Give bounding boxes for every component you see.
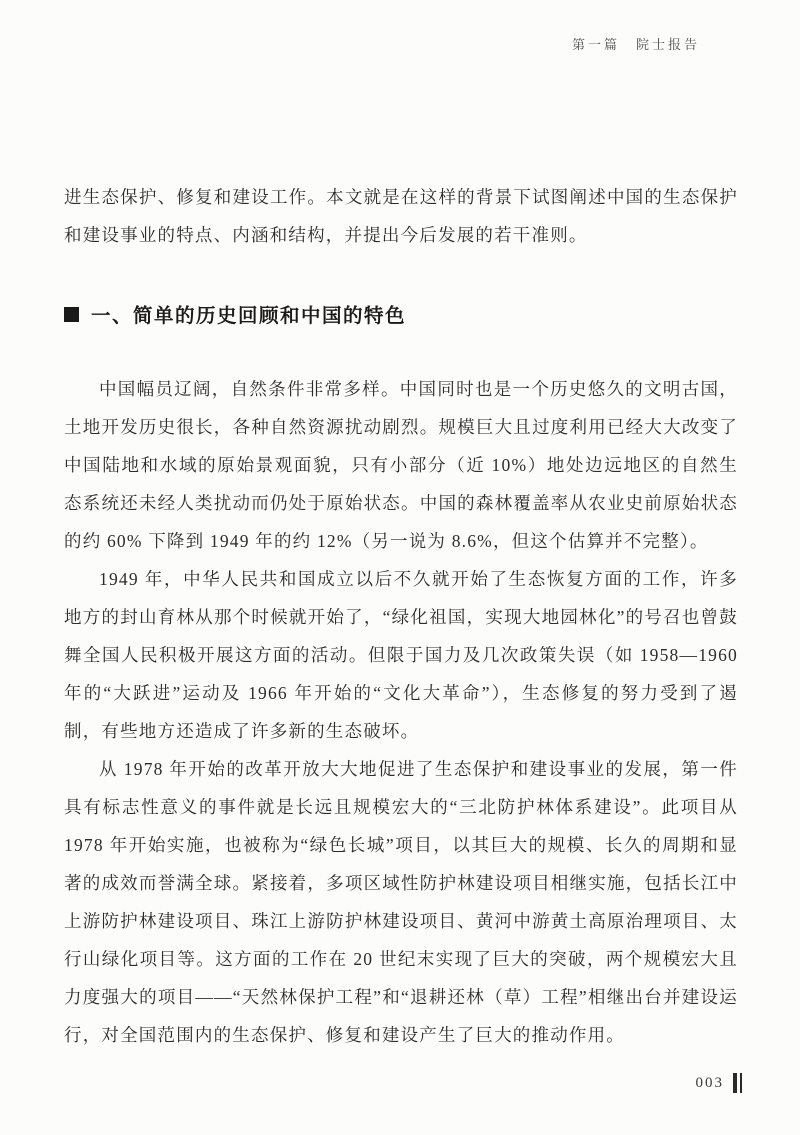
paragraph: 从 1978 年开始的改革开放大大地促进了生态保护和建设事业的发展，第一件具有标志性意义的事件就是长远且规模宏大的“三北防护林体系建设”。此项目从 1978 年开始实施，也被称为“绿色长城”项目，以其巨大的规模、长久的周期和显著的成效而誉满全球。紧接着，多项区域性防护林建设项目相继实施，包括长江中上游防护林建设项目、珠江上游防护林建设项目、黄河中游黄土高原治理项目、太行山绿化项目等。这方面的工作在 20 世纪末实现了巨大的突破，两个规模宏大且力度强大的项目——“天然林保护工程”和“退耕还林（草）工程”相继出台并建设运行，对全国范围内的生态保护、修复和建设产生了巨大的推动作用。: [64, 759, 738, 1045]
folio-bar-thick: [733, 1073, 737, 1093]
heading-square-marker: [64, 307, 79, 322]
running-head: 第一篇 院士报告: [571, 37, 700, 52]
text-column: [64, 0, 738, 1054]
page-number: 003: [695, 1074, 724, 1091]
folio-bars-decoration: [733, 1073, 742, 1093]
section-heading: [64, 300, 738, 328]
section-heading-text: 一、简单的历史回顾和中国的特色: [91, 305, 407, 327]
paragraph: 中国幅员辽阔，自然条件非常多样。中国同时也是一个历史悠久的文明古国，土地开发历史很长，各种自然资源扰动剧烈。规模巨大且过度利用已经大大改变了中国陆地和水域的原始景观面貌，只有小部分（近 10%）地处边远地区的自然生态系统还未经人类扰动而仍处于原始状态。中国的森林覆盖率从农业史前原始状态的约 60% 下降到 1949 年的约 12%（另一说为 8.6%，但这个估算并不完整）。: [64, 379, 738, 551]
intro-paragraph: 进生态保护、修复和建设工作。本文就是在这样的背景下试图阐述中国的生态保护和建设事业的特点、内涵和结构，并提出今后发展的若干准则。: [64, 187, 738, 245]
folio-bar-thin: [740, 1073, 742, 1093]
paragraph: 1949 年，中华人民共和国成立以后不久就开始了生态恢复方面的工作，许多地方的封山育林从那个时候就开始了，“绿化祖国，实现大地园林化”的号召也曾鼓舞全国人民积极开展这方面的活动。但限于国力及几次政策失误（如 1958—1960 年的“大跃进”运动及 1966 年开始的“文化大革命”），生态修复的努力受到了遏制，有些地方还造成了许多新的生态破坏。: [64, 569, 738, 741]
folio: [696, 1073, 743, 1093]
body-text: [64, 370, 738, 1054]
